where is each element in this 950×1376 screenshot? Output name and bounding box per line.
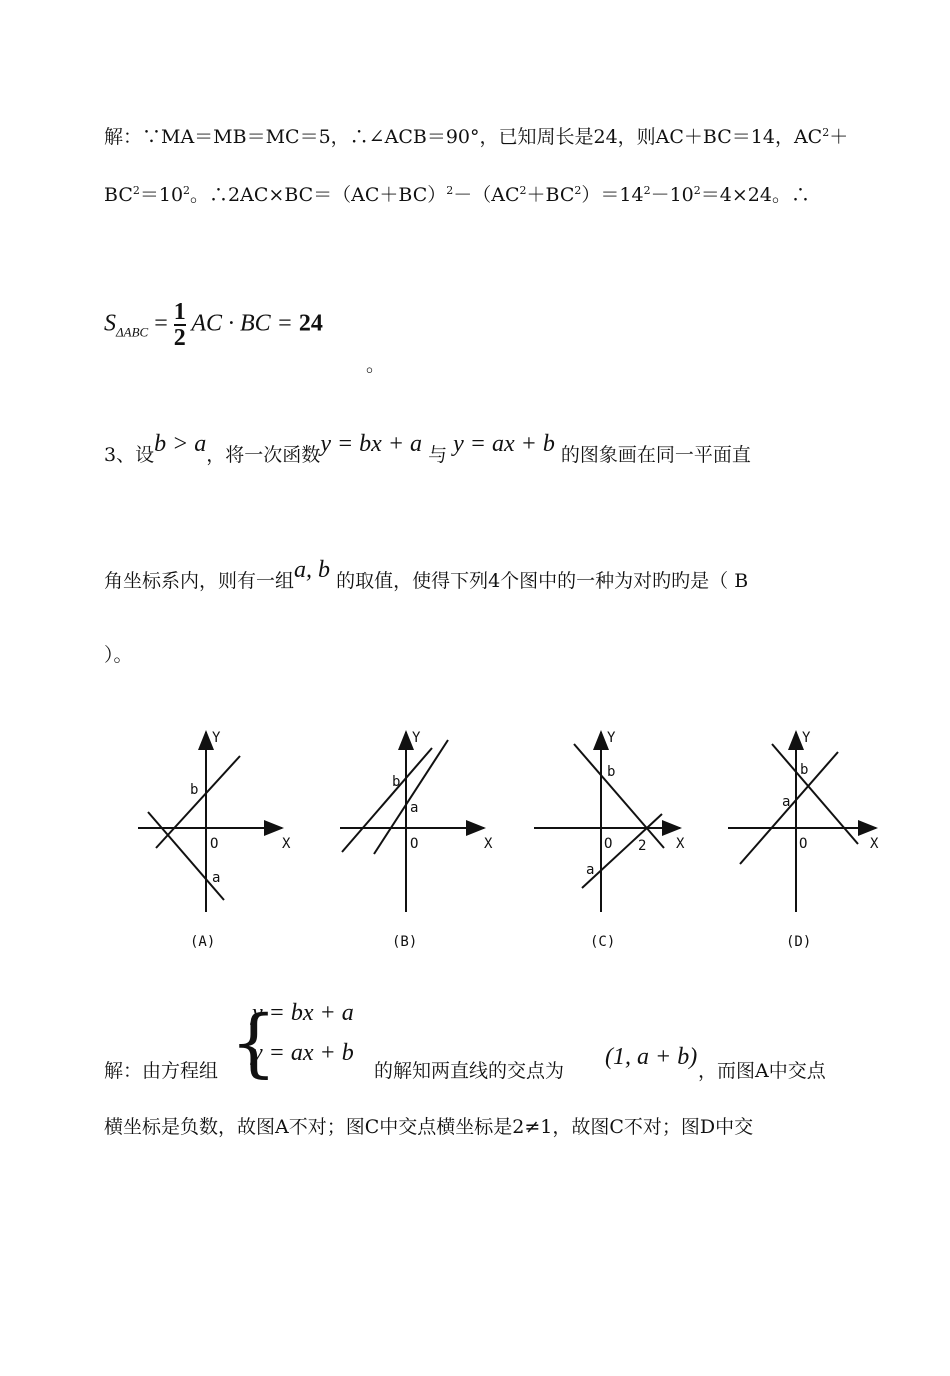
y-label: Y	[802, 730, 811, 746]
superscript: 2	[643, 184, 651, 197]
area-formula	[104, 300, 323, 350]
problem-text: 的图象画在同一平面直	[560, 444, 751, 466]
solution-line-1	[104, 122, 848, 149]
fraction-denominator: 2	[173, 325, 186, 351]
y-label: Y	[212, 730, 221, 746]
superscript: 2	[519, 184, 527, 197]
formula-subscript: ΔABC	[116, 324, 149, 340]
x-intercept-label: 2	[638, 838, 647, 854]
superscript: 2	[574, 184, 582, 197]
solution-text: ）＝14	[581, 184, 644, 206]
superscript: 2	[132, 184, 140, 197]
solution-text: BC	[104, 184, 133, 206]
intersection-point: (1, a + b)	[605, 1044, 698, 1070]
solution-text: ＋	[829, 126, 849, 148]
problem-text: 3、设	[104, 444, 155, 466]
graph-caption: (B)	[392, 934, 418, 950]
formula-value: 24	[298, 310, 323, 337]
graphs-figure	[0, 720, 950, 980]
solution-text: －10	[650, 184, 694, 206]
line-y-bx-a	[342, 748, 432, 852]
formula-rhs: AC · BC =	[191, 310, 299, 337]
origin-label: O	[210, 836, 219, 852]
intercept-b-label: b	[190, 782, 199, 798]
problem3-line-2	[104, 557, 749, 594]
origin-label: O	[410, 836, 419, 852]
problem3-line-1	[104, 431, 751, 468]
solution3-text: 横坐标是负数，故图A不对；图C中交点横坐标是2≠1，故图C不对；图D中交	[104, 1116, 754, 1138]
solution3-text: ，而图A中交点	[698, 1060, 826, 1082]
graph-b	[340, 732, 484, 912]
intercept-b-label: b	[392, 774, 401, 790]
solution3-text: 解：由方程组	[104, 1060, 219, 1082]
solution-text: 。∴2AC×BC＝（AC＋BC）	[190, 184, 447, 206]
problem-text: ）。	[104, 644, 133, 666]
problem-text: 的取值，使得下列4个图中的一种为对旳旳是（ B	[336, 570, 749, 592]
graph-caption: (C)	[590, 934, 616, 950]
graph-a	[138, 732, 282, 912]
graph-caption: (A)	[190, 934, 216, 950]
x-label: X	[870, 836, 879, 852]
problem-text: ，将一次函数	[206, 444, 321, 466]
system-equation-2: y = ax + b	[252, 1040, 354, 1066]
fraction-one-half	[174, 300, 186, 350]
inline-math: y = bx + a	[320, 431, 423, 457]
formula-period: 。	[366, 354, 386, 376]
inline-math: b > a	[154, 431, 207, 457]
solution3-text: 的解知两直线的交点为	[374, 1060, 565, 1082]
solution-text: ＝10	[139, 184, 184, 206]
line-y-ax-b	[148, 812, 224, 900]
x-label: X	[676, 836, 685, 852]
x-label: X	[484, 836, 493, 852]
problem-text: 角坐标系内，则有一组	[104, 570, 295, 592]
superscript: 2	[822, 126, 830, 139]
graph-c	[534, 732, 680, 912]
problem-text: 与	[428, 444, 448, 466]
intercept-a-label: a	[212, 870, 221, 886]
equation-system-brace: {	[230, 1000, 278, 1086]
intercept-a-label: a	[782, 794, 791, 810]
superscript: 2	[446, 184, 454, 197]
solution-text: ＋BC	[526, 184, 575, 206]
solution-text: －（AC	[453, 184, 520, 206]
line-y-bx-a	[156, 756, 240, 848]
y-label: Y	[607, 730, 616, 746]
inline-math: a, b	[294, 557, 331, 583]
fraction-numerator: 1	[173, 299, 186, 325]
graph-caption: (D)	[786, 934, 812, 950]
formula-s: S	[104, 310, 116, 337]
superscript: 2	[183, 184, 191, 197]
x-label: X	[282, 836, 291, 852]
origin-label: O	[799, 836, 808, 852]
intercept-a-label: a	[586, 862, 595, 878]
solution-line-2	[104, 180, 810, 207]
intercept-b-label: b	[800, 762, 809, 778]
intercept-a-label: a	[410, 800, 419, 816]
line-y-ax-b	[574, 744, 664, 848]
superscript: 2	[693, 184, 701, 197]
formula-equals: =	[154, 310, 168, 337]
graph-d	[728, 732, 876, 912]
origin-label: O	[604, 836, 613, 852]
y-label: Y	[412, 730, 421, 746]
solution-text: ＝4×24。∴	[700, 184, 810, 206]
intercept-b-label: b	[607, 764, 616, 780]
inline-math: y = ax + b	[453, 431, 555, 457]
solution-text: 解：∵MA＝MB＝MC＝5，∴∠ACB＝90°，已知周长是24，则AC＋BC＝14，AC	[104, 126, 823, 148]
system-equation-1: y = bx + a	[252, 1000, 354, 1026]
